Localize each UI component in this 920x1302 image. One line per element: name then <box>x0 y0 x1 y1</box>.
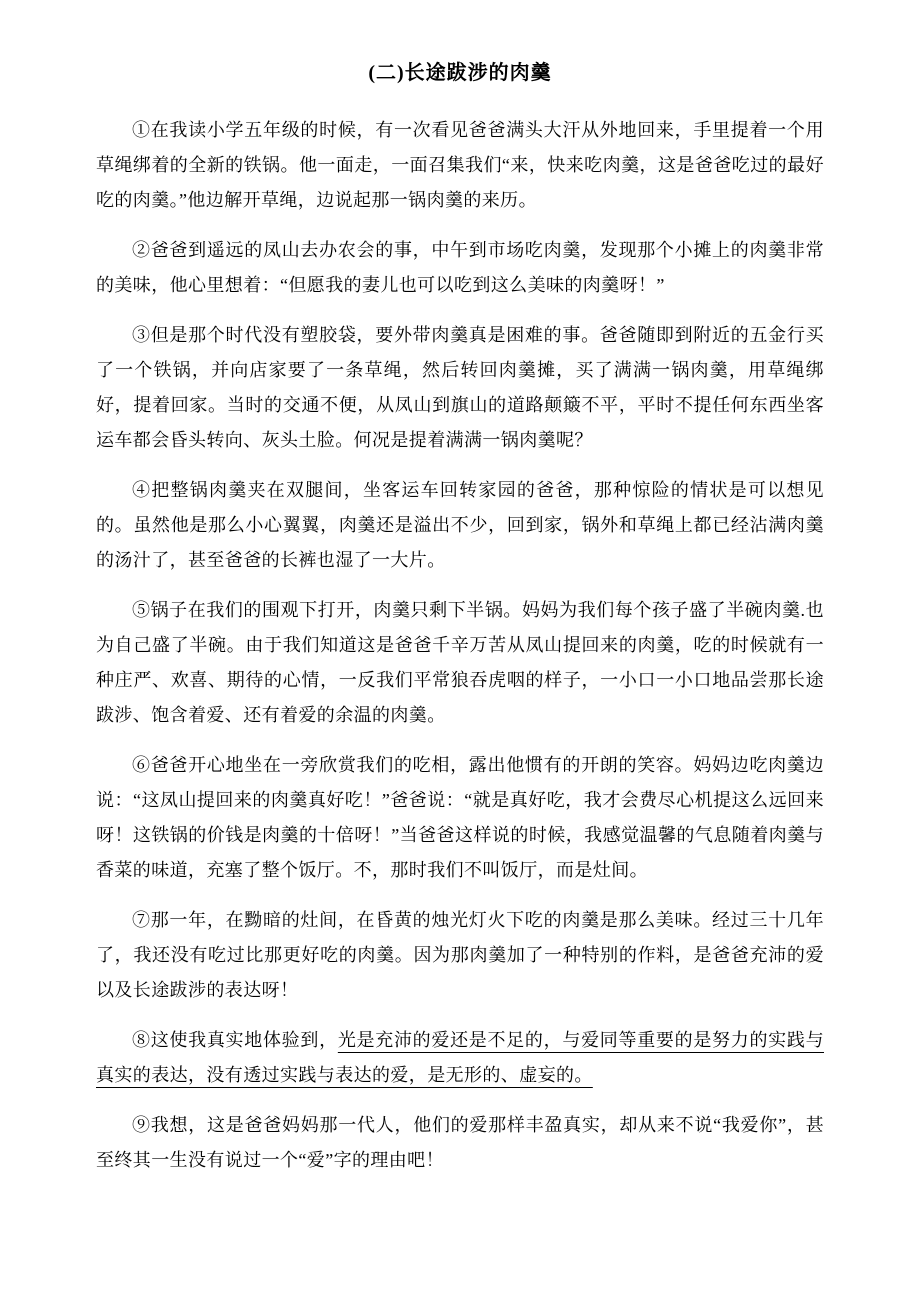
paragraph-text: ⑥爸爸开心地坐在一旁欣赏我们的吃相，露出他惯有的开朗的笑容。妈妈边吃肉羹边说：“这凤山提回来的肉羹真好吃！”爸爸说：“就是真好吃，我才会费尽心机提这么远回来呀！这铁锅的价钱是肉羹的十倍呀！”当爸爸这样说的时候，我感觉温馨的气息随着肉羹与香菜的味道，充塞了整个饭厅。不，那时我们不叫饭厅，而是灶间。 <box>96 755 824 880</box>
underlined-text: 光是充沛的爱还是不足的，与爱同等重要的是努力的实践与真实的表达，没有透过实践与表达的爱，是无形的、虚妄的。 <box>96 1030 824 1085</box>
paragraph <box>96 903 824 1008</box>
paragraph <box>96 1023 824 1093</box>
document-body <box>96 113 824 1178</box>
document-title: (二)长途跋涉的肉羹 <box>368 62 552 84</box>
paragraph <box>96 113 824 218</box>
paragraph <box>96 473 824 578</box>
paragraph-text: ⑤锅子在我们的围观下打开，肉羹只剩下半锅。妈妈为我们每个孩子盛了半碗肉羹.也为自己盛了半碗。由于我们知道这是爸爸千辛万苦从凤山提回来的肉羹，吃的时候就有一种庄严、欢喜、期待的心情，一反我们平常狼吞虎咽的样子，一小口一小口地品尝那长途跋涉、饱含着爱、还有着爱的余温的肉羹。 <box>96 600 824 725</box>
paragraph-text: ⑧这使我真实地体验到， <box>132 1030 338 1050</box>
paragraph <box>96 748 824 888</box>
paragraph-text: ④把整锅肉羹夹在双腿间，坐客运车回转家园的爸爸，那种惊险的情状是可以想见的。虽然他是那么小心翼翼，肉羹还是溢出不少，回到家，锅外和草绳上都已经沾满肉羹的汤汁了，甚至爸爸的长裤也湿了一大片。 <box>96 480 824 570</box>
paragraph-text: ②爸爸到遥远的凤山去办农会的事，中午到市场吃肉羹，发现那个小摊上的肉羹非常的美味，他心里想着：“但愿我的妻儿也可以吃到这么美味的肉羹呀！” <box>96 240 824 295</box>
paragraph-text: ③但是那个时代没有塑胶袋，要外带肉羹真是困难的事。爸爸随即到附近的五金行买了一个铁锅，并向店家要了一条草绳，然后转回肉羹摊，买了满满一锅肉羹，用草绳绑好，提着回家。当时的交通不便，从凤山到旗山的道路颠簸不平，平时不提任何东西坐客运车都会昏头转向、灰头土脸。何况是提着满满一锅肉羹呢？ <box>96 325 824 450</box>
paragraph-text: ①在我读小学五年级的时候，有一次看见爸爸满头大汗从外地回来，手里提着一个用草绳绑着的全新的铁锅。他一面走，一面召集我们“来，快来吃肉羹，这是爸爸吃过的最好吃的肉羹。”他边解开草绳，边说起那一锅肉羹的来历。 <box>96 120 824 210</box>
paragraph <box>96 233 824 303</box>
paragraph <box>96 593 824 733</box>
paragraph <box>96 1108 824 1178</box>
paragraph <box>96 318 824 458</box>
paragraph-text: ⑦那一年，在黝暗的灶间，在昏黄的烛光灯火下吃的肉羹是那么美味。经过三十几年了，我还没有吃过比那更好吃的肉羹。因为那肉羹加了一种特别的作料，是爸爸充沛的爱以及长途跋涉的表达呀！ <box>96 910 824 1000</box>
paragraph-text: ⑨我想，这是爸爸妈妈那一代人，他们的爱那样丰盈真实，却从来不说“我爱你”，甚至终其一生没有说过一个“爱”字的理由吧！ <box>96 1115 824 1170</box>
